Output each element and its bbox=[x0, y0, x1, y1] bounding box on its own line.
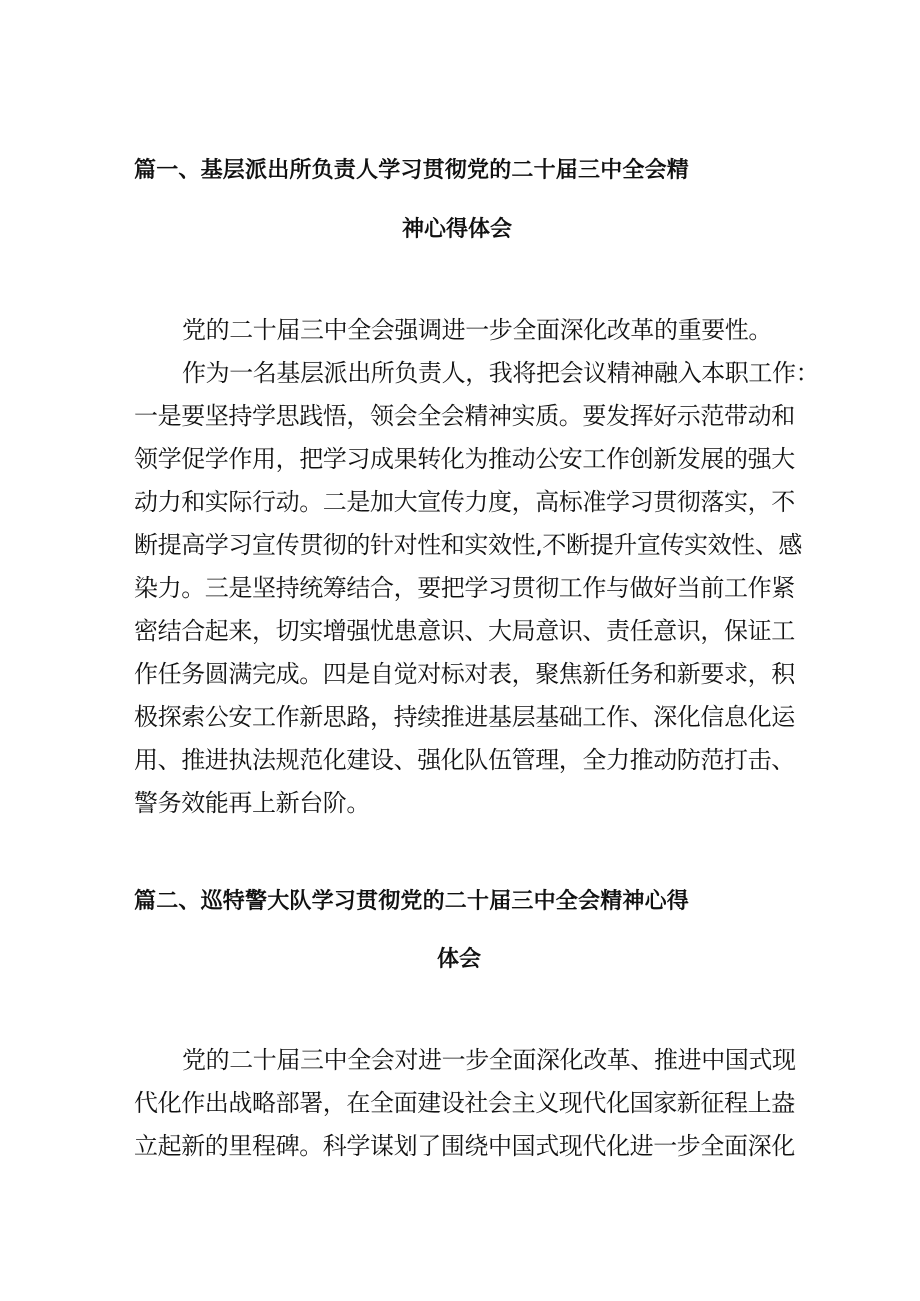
text-line: 动力和实际行动。二是加大宣传力度，高标准学习贯彻落实，不 bbox=[134, 488, 795, 516]
text-line: 党的二十届三中全会强调进一步全面深化改革的重要性。 bbox=[182, 316, 772, 344]
section1-title-line2: 神心得体会 bbox=[402, 217, 513, 242]
text-line: 密结合起来，切实增强忧患意识、大局意识、责任意识，保证工 bbox=[134, 617, 795, 645]
text-line: 代化作出战略部署，在全面建设社会主义现代化国家新征程上盎 bbox=[134, 1089, 795, 1117]
text-line: 警务效能再上新台阶。 bbox=[134, 789, 370, 817]
text-line: 染力。三是坚持统筹结合，要把学习贯彻工作与做好当前工作紧 bbox=[134, 574, 795, 602]
section2-title-line1: 篇二、巡特警大队学习贯彻党的二十届三中全会精神心得 bbox=[134, 889, 690, 914]
text-line: 立起新的里程碑。科学谋划了围绕中国式现代化进一步全面深化 bbox=[134, 1132, 795, 1160]
section2-paragraph-1 bbox=[134, 1039, 804, 1168]
section1-paragraph-2 bbox=[134, 352, 820, 825]
section1-paragraph-1 bbox=[134, 309, 804, 352]
text-line: 作为一名基层派出所负责人，我将把会议精神融入本职工作： bbox=[182, 359, 820, 387]
text-line: 作任务圆满完成。四是自觉对标对表，聚焦新任务和新要求，积 bbox=[134, 660, 795, 688]
text-line: 党的二十届三中全会对进一步全面深化改革、推进中国式现 bbox=[182, 1046, 796, 1074]
text-line: 极探索公安工作新思路，持续推进基层基础工作、深化信息化运 bbox=[134, 703, 795, 731]
text-line: 断提高学习宣传贯彻的针对性和实效性,不断提升宣传实效性、感 bbox=[134, 531, 803, 559]
section1-title-line1: 篇一、基层派出所负责人学习贯彻党的二十届三中全会精 bbox=[134, 158, 690, 183]
text-line: 一是要坚持学思践悟，领会全会精神实质。要发挥好示范带动和 bbox=[134, 402, 795, 430]
section2-title-line2: 体会 bbox=[437, 947, 482, 972]
text-line: 领学促学作用，把学习成果转化为推动公安工作创新发展的强大 bbox=[134, 445, 795, 473]
text-line: 用、推进执法规范化建设、强化队伍管理，全力推动防范打击、 bbox=[134, 746, 795, 774]
